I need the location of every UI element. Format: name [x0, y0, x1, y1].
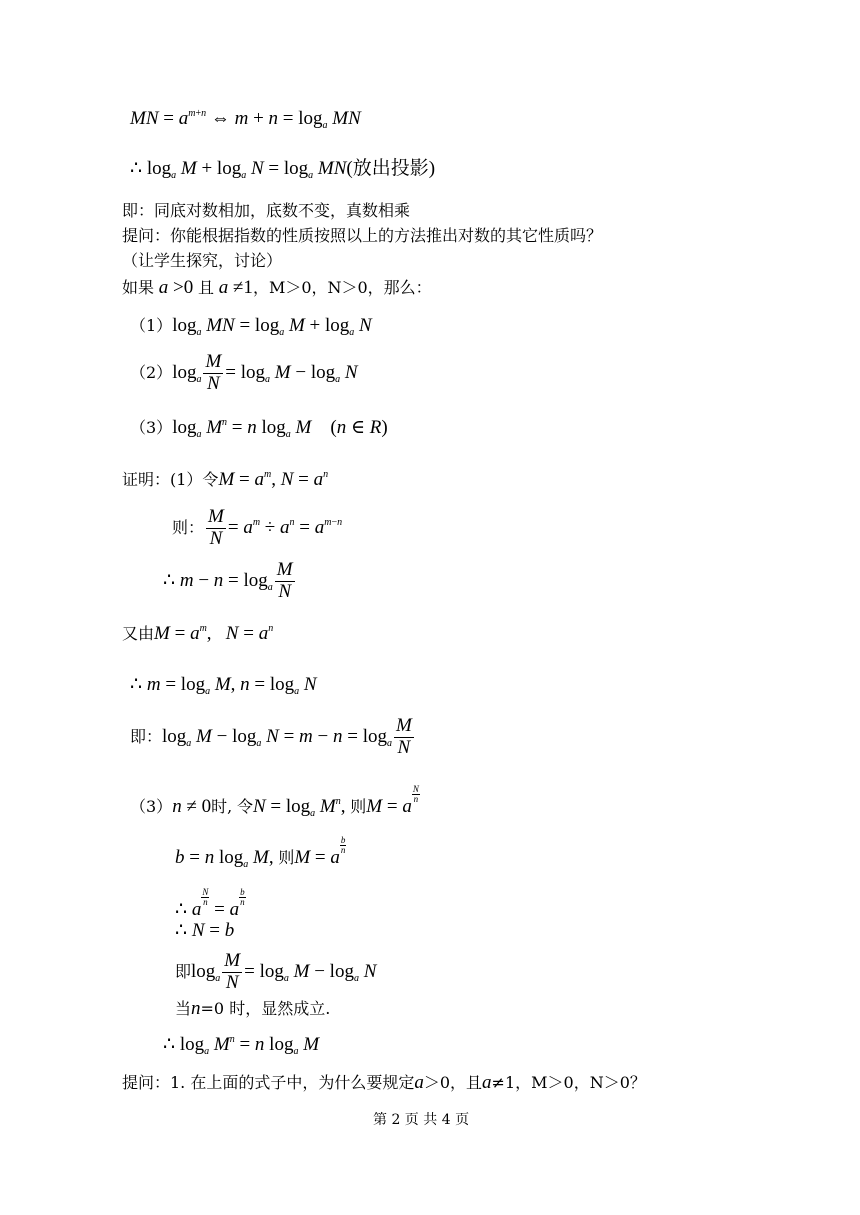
- proof-3-index: （3）: [130, 797, 173, 816]
- proof-m-n: ∴ $m = \log_a M$, $n = \log_a N$: [130, 674, 317, 697]
- proof-3-start: （3）n ≠ 0时, 令$N = \log_a M^n$, 则M = a $\frac{N}{n}$: [130, 784, 419, 819]
- proof-3-when: 时,: [211, 797, 233, 816]
- condition-line: 如果 a >0 且 a ≠1，M＞0，N＞0，那么：: [122, 277, 432, 298]
- question-conditions: 提问：1. 在上面的式子中，为什么要规定a＞0，且a≠1，M＞0，N＞0？: [122, 1072, 646, 1093]
- proof-3-n-zero: 当n=0 时，显然成立.: [175, 998, 331, 1019]
- proof-log-diff: ∴ $m - n = \log_a$ $\frac{M}{N}$: [163, 559, 293, 602]
- proof-3-then: 则: [350, 797, 367, 816]
- page-footer: 第 2 页 共 4 页: [373, 1112, 470, 1128]
- proof-then: 则：: [172, 517, 205, 537]
- proof-3-then-b: 则: [278, 848, 295, 867]
- student-explore: （让学生探究，讨论）: [122, 251, 283, 270]
- proof-3-let: 令: [236, 797, 253, 816]
- question-1-a: 提问：1. 在上面的式子中，为什么要规定: [122, 1073, 415, 1092]
- statement-same-base: 即：同底对数相加，底数不变，真数相乘: [122, 201, 411, 220]
- proof-conclusion-2: 即：$\log_a M - \log_a N = m - n = \log_a$ $\frac{M}{N}$: [130, 715, 412, 758]
- proof-also: 又由$M = a^m$, $N = a^n$: [122, 623, 274, 644]
- property-2: $(2)\log_a$ $\frac{M}{N}$ = $\log_a M - \log_a N$: [130, 351, 358, 394]
- property-3-index: （3）: [130, 418, 173, 437]
- proof-3-namely-label: 即: [175, 961, 192, 981]
- proof-3-equal-powers: ∴ a $\frac{N}{n}$ = a $\frac{b}{n}$: [175, 887, 245, 920]
- condition-rest: ，M＞0，N＞0，那么：: [252, 278, 432, 297]
- property-1-index: （1）: [130, 316, 173, 335]
- condition-and: 且: [197, 278, 214, 297]
- condition-if: 如果: [122, 278, 155, 297]
- property-2-index: （2）: [130, 362, 173, 382]
- question-1-b: ＞0，且: [423, 1073, 483, 1092]
- property-3: $(3)\log_a$ $M^n = n$ $\log_a M$ (n ∈ R): [130, 417, 388, 440]
- proof-3-when-label: 当: [175, 999, 192, 1018]
- proof-division: 则： $\frac{M}{N}$ = $a^m \div a^n = a^{m-n}$: [172, 506, 343, 549]
- question-derive: 提问：你能根据指数的性质按照以上的方法推出对数的其它性质吗？: [122, 226, 603, 245]
- formula-definition: MN = $a^{m+n}$ ⇔ $m + n = \log_a$ MN: [130, 108, 361, 131]
- formula-log-sum: ∴ $\log_a M + \log_a N = \log_a MN$(放出投影): [130, 158, 436, 181]
- proof-3-n-equals-b: ∴ N = b: [175, 920, 235, 941]
- proof-also-label: 又由: [122, 624, 155, 643]
- projection-note: (放出投影): [346, 158, 436, 179]
- proof-3-b: b = n $\log_a M$, 则M = a $\frac{b}{n}$: [175, 835, 346, 870]
- proof-start: 证明：(1）令$M = a^m$, $N = a^n$: [122, 469, 329, 490]
- proof-namely: 即：: [130, 726, 163, 746]
- proof-3-obvious: =0 时，显然成立.: [200, 999, 331, 1018]
- proof-3-conclusion: ∴ $\log_a M^n = n$ $\log_a M$: [163, 1034, 320, 1057]
- question-1-c: ≠1，M＞0，N＞0？: [491, 1073, 646, 1092]
- proof-label: 证明：(1）令: [122, 470, 219, 489]
- property-1: $(1)\log_a$ MN = $\log_a M + \log_a N$: [130, 315, 372, 338]
- proof-3-namely: 即$\log_a$ $\frac{M}{N}$ = $\log_a M - \log_a N$: [175, 950, 377, 993]
